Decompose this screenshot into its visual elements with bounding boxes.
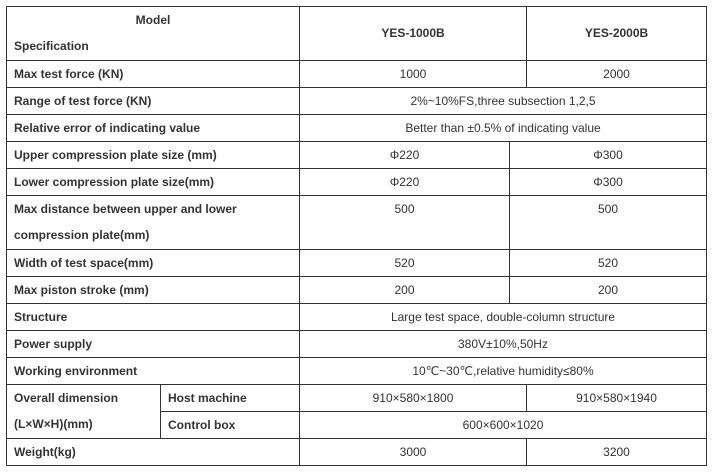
value-lower-plate-1000b: Φ220 bbox=[389, 175, 420, 189]
value-upper-plate-1000b: Φ220 bbox=[389, 148, 420, 162]
value-weight-1000b: 3000 bbox=[399, 445, 427, 459]
value-upper-plate-2000b: Φ300 bbox=[593, 148, 623, 162]
value-piston-stroke-1000b: 200 bbox=[394, 283, 415, 297]
header-model-yes-2000b: YES-2000B bbox=[584, 26, 649, 40]
sub-label-host-machine: Host machine bbox=[168, 391, 247, 405]
sub-label-control-box: Control box bbox=[168, 418, 236, 432]
value-width-space-2000b: 520 bbox=[597, 256, 619, 270]
value-weight-2000b: 3200 bbox=[603, 445, 630, 459]
row-label-width-space: Width of test space(mm) bbox=[14, 256, 154, 270]
header-model-yes-1000b: YES-1000B bbox=[381, 26, 445, 40]
value-max-test-force-2000b: 2000 bbox=[603, 67, 630, 81]
value-power-supply: 380V±10%,50Hz bbox=[458, 337, 548, 351]
value-host-machine-2000b: 910×580×1940 bbox=[576, 391, 657, 405]
grid-line bbox=[706, 6, 707, 466]
row-label-piston-stroke: Max piston stroke (mm) bbox=[14, 283, 149, 297]
value-relative-error: Better than ±0.5% of indicating value bbox=[405, 121, 601, 135]
value-width-space-1000b: 520 bbox=[394, 256, 415, 270]
grid-line bbox=[6, 465, 707, 466]
header-specification-label: Specification bbox=[14, 39, 89, 53]
value-piston-stroke-2000b: 200 bbox=[597, 283, 619, 297]
row-label-weight: Weight(kg) bbox=[14, 445, 76, 459]
row-label-overall-dimension-line2: (L×W×H)(mm) bbox=[14, 417, 93, 431]
value-structure: Large test space, double-column structure bbox=[390, 310, 616, 324]
value-max-test-force-1000b: 1000 bbox=[399, 67, 427, 81]
value-working-environment: 10℃~30℃,relative humidity≤80% bbox=[412, 364, 594, 378]
row-label-overall-dimension-line1: Overall dimension bbox=[14, 391, 119, 405]
value-lower-plate-2000b: Φ300 bbox=[593, 175, 623, 189]
value-range-test-force: 2%~10%FS,three subsection 1,2,5 bbox=[410, 94, 596, 108]
value-control-box: 600×600×1020 bbox=[462, 418, 544, 432]
value-host-machine-1000b: 910×580×1800 bbox=[372, 391, 454, 405]
row-label-relative-error: Relative error of indicating value bbox=[14, 121, 201, 135]
value-max-distance-1000b: 500 bbox=[394, 202, 415, 216]
row-label-max-distance-line1: Max distance between upper and lower bbox=[14, 202, 237, 216]
row-label-upper-plate: Upper compression plate size (mm) bbox=[14, 148, 217, 162]
row-label-lower-plate: Lower compression plate size(mm) bbox=[14, 175, 215, 189]
row-label-power-supply: Power supply bbox=[14, 337, 93, 351]
header-model-label: Model bbox=[135, 13, 171, 27]
row-label-working-environment: Working environment bbox=[14, 364, 138, 378]
row-label-structure: Structure bbox=[14, 310, 68, 324]
value-max-distance-2000b: 500 bbox=[597, 202, 619, 216]
row-label-range-test-force: Range of test force (KN) bbox=[14, 94, 152, 108]
row-label-max-test-force: Max test force (KN) bbox=[14, 67, 124, 81]
row-label-max-distance-line2: compression plate(mm) bbox=[14, 228, 150, 242]
